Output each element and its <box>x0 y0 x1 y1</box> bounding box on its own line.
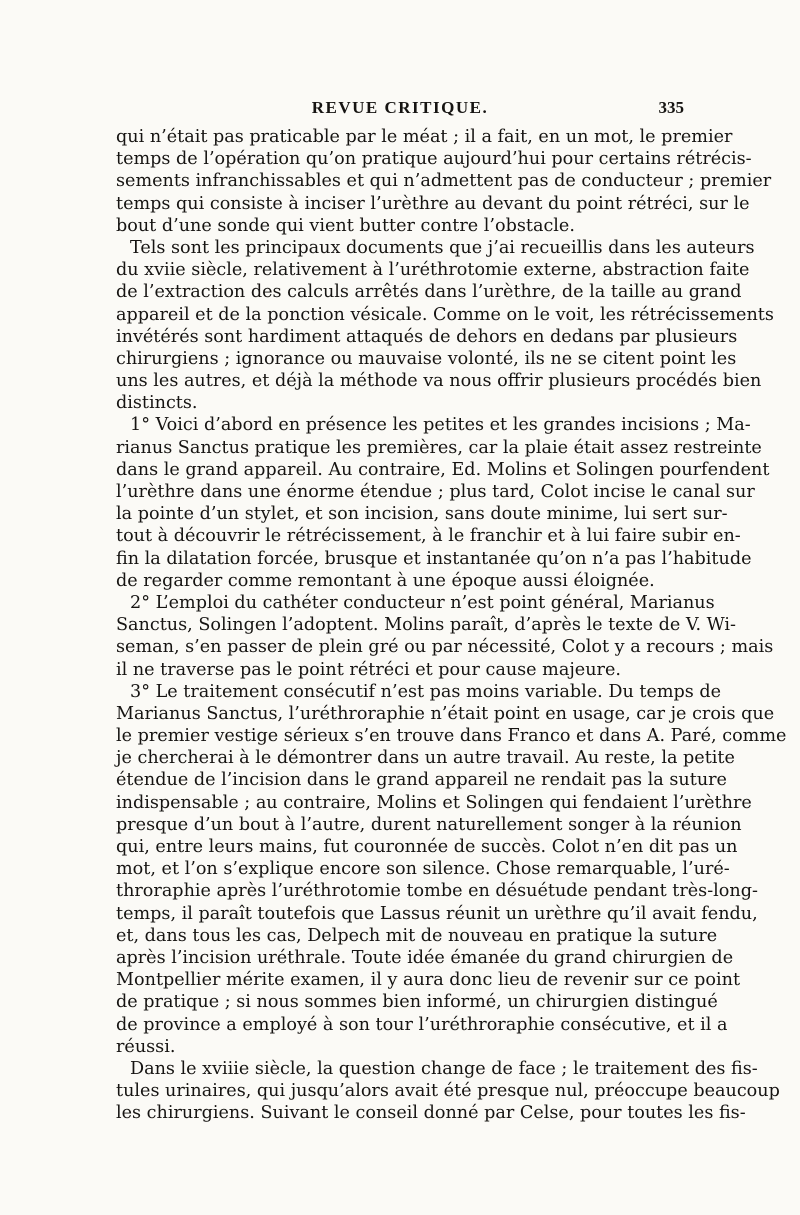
text-line: Dans le xviiie siècle, la question change de face ; le traitement des fis- <box>130 1058 758 1079</box>
text-line: distincts. <box>116 393 198 414</box>
text-line: après l’incision uréthrale. Toute idée émanée du grand chirurgien de <box>116 947 734 968</box>
text-line: tout à découvrir le rétrécissement, à le franchir et à lui faire subir en- <box>116 526 741 547</box>
running-header <box>116 98 684 124</box>
text-line: la pointe d’un stylet, et son incision, sans doute minime, lui sert sur- <box>116 504 728 525</box>
text-line: seman, s’en passer de plein gré ou par nécessité, Colot y a recours ; mais <box>116 637 774 658</box>
text-line: Sanctus, Solingen l’adoptent. Molins paraît, d’après le texte de V. Wi- <box>116 615 736 636</box>
text-line: l’urèthre dans une énorme étendue ; plus tard, Colot incise le canal sur <box>116 482 755 502</box>
text-line: le premier vestige sérieux s’en trouve dans Franco et dans A. Paré, comme <box>116 726 787 747</box>
text-line: 3° Le traitement consécutif n’est pas moins variable. Du temps de <box>130 681 722 702</box>
text-line: presque d’un bout à l’autre, durent naturellement songer à la réunion <box>116 814 742 835</box>
text-line: indispensable ; au contraire, Molins et Solingen qui fendaient l’urèthre <box>116 792 752 813</box>
text-line: je chercherai à le démontrer dans un autre travail. Au reste, la petite <box>116 748 735 769</box>
text-line: étendue de l’incision dans le grand appareil ne rendait pas la suture <box>116 770 727 791</box>
text-line: qui, entre leurs mains, fut couronnée de succès. Colot n’en dit pas un <box>116 837 738 857</box>
text-line: bout d’une sonde qui vient butter contre l’obstacle. <box>116 215 575 236</box>
text-line: Tels sont les principaux documents que j’ai recueillis dans les auteurs <box>130 237 755 258</box>
text-line: de regarder comme remontant à une époque aussi éloignée. <box>116 570 655 591</box>
text-line: appareil et de la ponction vésicale. Comme on le voit, les rétrécissements <box>116 304 774 325</box>
text-line: temps qui consiste à inciser l’urèthre au devant du point rétréci, sur le <box>116 193 750 214</box>
text-line: de pratique ; si nous sommes bien informé, un chirurgien distingué <box>116 992 718 1013</box>
text-line: 2° L’emploi du cathéter conducteur n’est point général, Marianus <box>130 592 715 613</box>
text-line: de l’extraction des calculs arrêtés dans l’urèthre, de la taille au grand <box>116 282 742 303</box>
text-line: Montpellier mérite examen, il y aura donc lieu de revenir sur ce point <box>116 970 741 991</box>
text-line: mot, et l’on s’explique encore son silence. Chose remarquable, l’uré- <box>116 859 730 880</box>
body-text <box>116 126 787 1124</box>
running-title: REVUE CRITIQUE. <box>311 98 489 117</box>
text-line: uns les autres, et déjà la méthode va nous offrir plusieurs procédés bien <box>116 371 762 392</box>
text-line: Marianus Sanctus, l’uréthroraphie n’était point en usage, car je crois que <box>116 703 775 724</box>
text-line: il ne traverse pas le point rétréci et pour cause majeure. <box>116 659 621 680</box>
text-line: les chirurgiens. Suivant le conseil donné par Celse, pour toutes les fis- <box>116 1103 746 1124</box>
text-line: et, dans tous les cas, Delpech mit de nouveau en pratique la suture <box>116 925 718 946</box>
text-line: fin la dilatation forcée, brusque et instantanée qu’on n’a pas l’habitude <box>116 548 752 569</box>
text-line: temps, il paraît toutefois que Lassus réunit un urèthre qu’il avait fendu, <box>116 903 758 924</box>
text-line: sements infranchissables et qui n’admettent pas de conducteur ; premier <box>116 171 772 192</box>
text-line: de province a employé à son tour l’uréthroraphie consécutive, et il a <box>116 1014 728 1035</box>
text-line: temps de l’opération qu’on pratique aujourd’hui pour certains rétrécis- <box>116 149 752 170</box>
text-line: invétérés sont hardiment attaqués de dehors en dedans par plusieurs <box>116 326 738 347</box>
page-number: 335 <box>658 98 684 117</box>
text-line: dans le grand appareil. Au contraire, Ed. Molins et Solingen pourfendent <box>116 459 770 480</box>
text-line: 1° Voici d’abord en présence les petites et les grandes incisions ; Ma- <box>130 415 751 436</box>
text-line: du xviie siècle, relativement à l’uréthrotomie externe, abstraction faite <box>116 260 750 281</box>
text-line: réussi. <box>116 1036 176 1057</box>
text-line: qui n’était pas praticable par le méat ; il a fait, en un mot, le premier <box>116 127 733 147</box>
text-line: throraphie après l’uréthrotomie tombe en désuétude pendant très-long- <box>116 881 758 902</box>
text-line: tules urinaires, qui jusqu’alors avait été presque nul, préoccupe beaucoup <box>116 1081 780 1102</box>
text-line: rianus Sanctus pratique les premières, car la plaie était assez restreinte <box>116 437 762 458</box>
text-line: chirurgiens ; ignorance ou mauvaise volonté, ils ne se citent point les <box>116 348 737 369</box>
